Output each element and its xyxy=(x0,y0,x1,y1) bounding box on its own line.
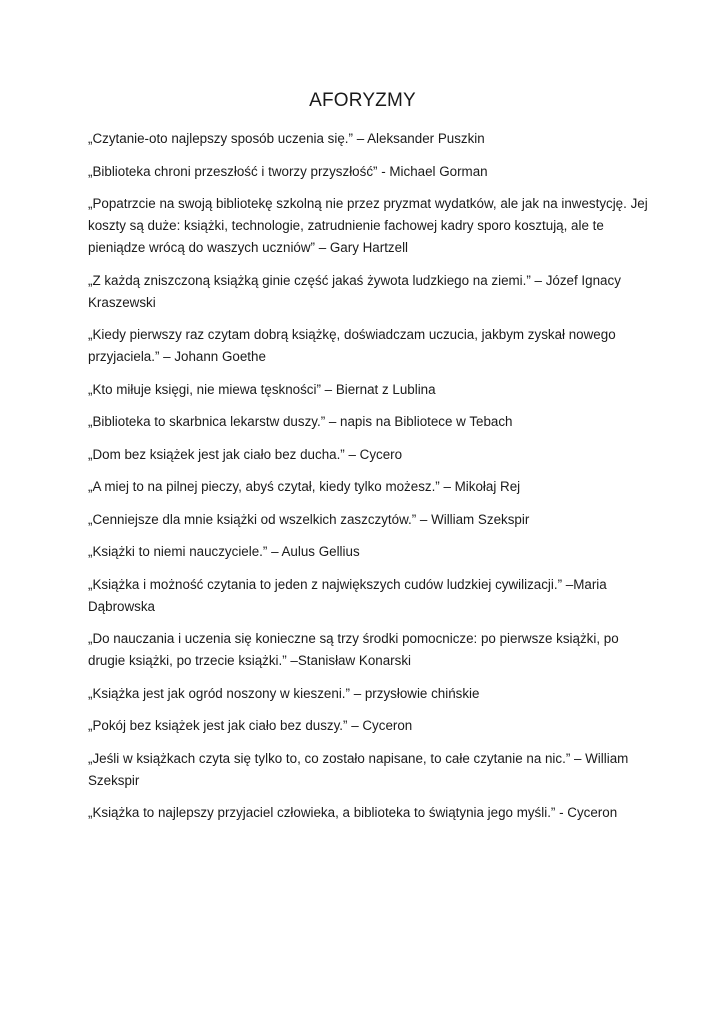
quote-item: „Do nauczania i uczenia się konieczne są trzy środki pomocnicze: po pierwsze książki, po drugie książki, po trzecie książki.” –Stanisław Konarski xyxy=(88,631,619,668)
quote-item: „Kiedy pierwszy raz czytam dobrą książkę, doświadczam uczucia, jakbym zyskał nowego przyjaciela.” – Johann Goethe xyxy=(88,327,616,364)
quote-item: „Książka i możność czytania to jeden z największych cudów ludzkiej cywilizacji.” –Maria Dąbrowska xyxy=(88,576,607,614)
quote-item: „Cenniejsze dla mnie książki od wszelkich zaszczytów.” – William Szekspir xyxy=(88,511,530,527)
quote-item: „Książka to najlepszy przyjaciel człowieka, a biblioteka to świątynia jego myśli.” - Cyceron xyxy=(88,805,618,820)
quote-item: „Książki to niemi nauczyciele.” – Aulus Gellius xyxy=(88,544,360,559)
quote-item: „Popatrzcie na swoją bibliotekę szkolną nie przez pryzmat wydatków, ale jak na inwestycję. Jej koszty są duże: książki, technologie, zatrudnienie fachowej kadry sporo kosztują, ale te pieniądze wrócą do waszych uczniów” – Gary Hartzell xyxy=(88,196,648,255)
quote-item: „Dom bez książek jest jak ciało bez ducha.” – Cycero xyxy=(88,446,403,462)
quote-item: „Biblioteka to skarbnica lekarstw duszy.” – napis na Bibliotece w Tebach xyxy=(88,414,513,429)
quote-item: „Jeśli w książkach czyta się tylko to, co zostało napisane, to całe czytanie na nic.” – William Szekspir xyxy=(88,750,629,788)
quote-item: „Biblioteka chroni przeszłość i tworzy przyszłość” - Michael Gorman xyxy=(88,163,488,179)
quote-item: „Czytanie-oto najlepszy sposób uczenia się.” – Aleksander Puszkin xyxy=(88,131,485,146)
quote-item: „A miej to na pilnej pieczy, abyś czytał, kiedy tylko możesz.” – Mikołaj Rej xyxy=(88,479,521,494)
quote-item: „Kto miłuje księgi, nie miewa tęskności” – Biernat z Lublina xyxy=(88,381,436,397)
quote-item: „Książka jest jak ogród noszony w kieszeni.” – przysłowie chińskie xyxy=(88,685,480,701)
quote-item: „Pokój bez książek jest jak ciało bez duszy.” – Cyceron xyxy=(88,718,413,733)
quote-item: „Z każdą zniszczoną książką ginie część jakaś żywota ludzkiego na ziemi.” – Józef Ignacy Kraszewski xyxy=(88,272,621,310)
page-title: AFORYZMY xyxy=(309,90,416,111)
quote-list xyxy=(88,128,648,835)
